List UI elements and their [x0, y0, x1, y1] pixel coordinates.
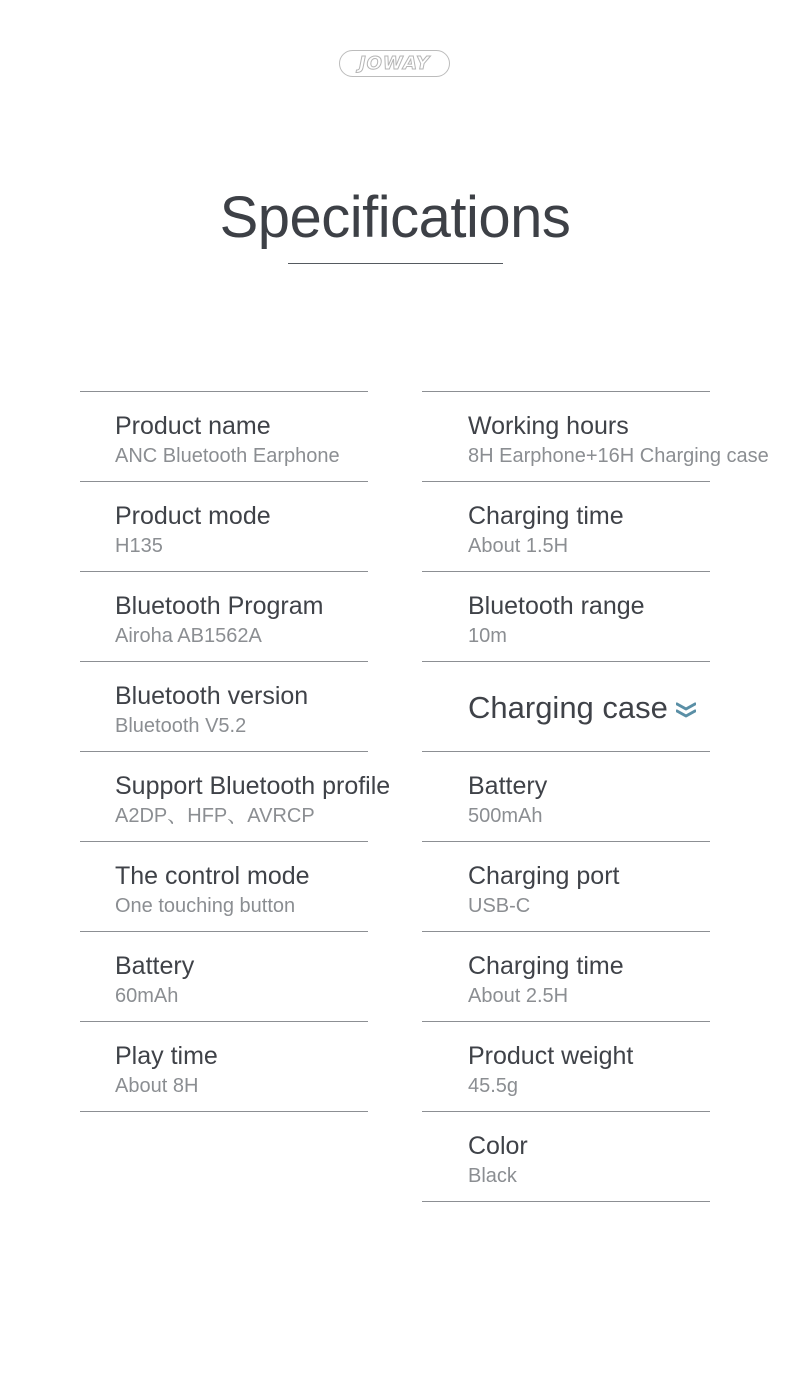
spec-row-case-charging-time: [422, 931, 710, 1021]
spec-label: Working hours: [468, 412, 629, 440]
page-title: Specifications: [219, 185, 571, 250]
spec-label: Product mode: [115, 502, 271, 530]
right-spec-column: [422, 391, 769, 1202]
spec-row-case-battery: [422, 751, 710, 841]
spec-value: One touching button: [115, 895, 296, 917]
spec-label: Charging time: [468, 502, 624, 530]
section-heading-text: Charging case: [468, 690, 668, 725]
spec-row-working-hours: [422, 391, 769, 481]
spec-value: 500mAh: [468, 805, 543, 827]
spec-label: Support Bluetooth profile: [115, 772, 391, 800]
spec-value: 8H Earphone+16H Charging case: [468, 445, 769, 467]
spec-row-product-name: [80, 391, 368, 481]
spec-label: Charging port: [468, 862, 620, 890]
spec-value: A2DP、HFP、AVRCP: [115, 805, 315, 827]
spec-value: Black: [468, 1165, 517, 1187]
spec-value: 45.5g: [468, 1075, 519, 1097]
spec-label: Battery: [115, 952, 195, 980]
spec-label: Charging time: [468, 952, 624, 980]
spec-row-bluetooth-profile: [80, 751, 391, 841]
spec-value: USB-C: [468, 895, 531, 917]
spec-row-charging-time: [422, 481, 710, 571]
brand-logo-text: JOWAY: [358, 52, 431, 74]
section-heading: [468, 690, 696, 726]
spec-value: 10m: [468, 625, 507, 647]
spec-row-charging-port: [422, 841, 710, 931]
spec-label: Bluetooth version: [115, 682, 309, 710]
double-chevron-down-icon: [676, 701, 696, 719]
spec-label: Color: [468, 1132, 528, 1160]
spec-value: About 2.5H: [468, 985, 569, 1007]
spec-label: Play time: [115, 1042, 218, 1070]
spec-value: 60mAh: [115, 985, 179, 1007]
spec-row-color: [422, 1111, 710, 1202]
brand-logo: [339, 50, 450, 77]
spec-row-control-mode: [80, 841, 368, 931]
spec-value: About 8H: [115, 1075, 199, 1097]
spec-value: H135: [115, 535, 163, 557]
spec-row-bluetooth-program: [80, 571, 368, 661]
spec-label: Bluetooth Program: [115, 592, 324, 620]
spec-row-play-time: [80, 1021, 368, 1112]
spec-row-bluetooth-version: [80, 661, 368, 751]
spec-label: Battery: [468, 772, 548, 800]
spec-value: Airoha AB1562A: [115, 625, 262, 647]
spec-value: About 1.5H: [468, 535, 569, 557]
spec-row-product-weight: [422, 1021, 710, 1111]
charging-case-heading-row: [422, 661, 710, 751]
spec-label: Bluetooth range: [468, 592, 645, 620]
spec-row-battery: [80, 931, 368, 1021]
left-spec-column: [80, 391, 391, 1112]
spec-value: Bluetooth V5.2: [115, 715, 247, 737]
spec-label: Product weight: [468, 1042, 634, 1070]
spec-label: Product name: [115, 412, 271, 440]
spec-label: The control mode: [115, 862, 310, 890]
spec-row-product-mode: [80, 481, 368, 571]
title-underline: [288, 263, 503, 264]
spec-value: ANC Bluetooth Earphone: [115, 445, 340, 467]
spec-row-bluetooth-range: [422, 571, 710, 661]
